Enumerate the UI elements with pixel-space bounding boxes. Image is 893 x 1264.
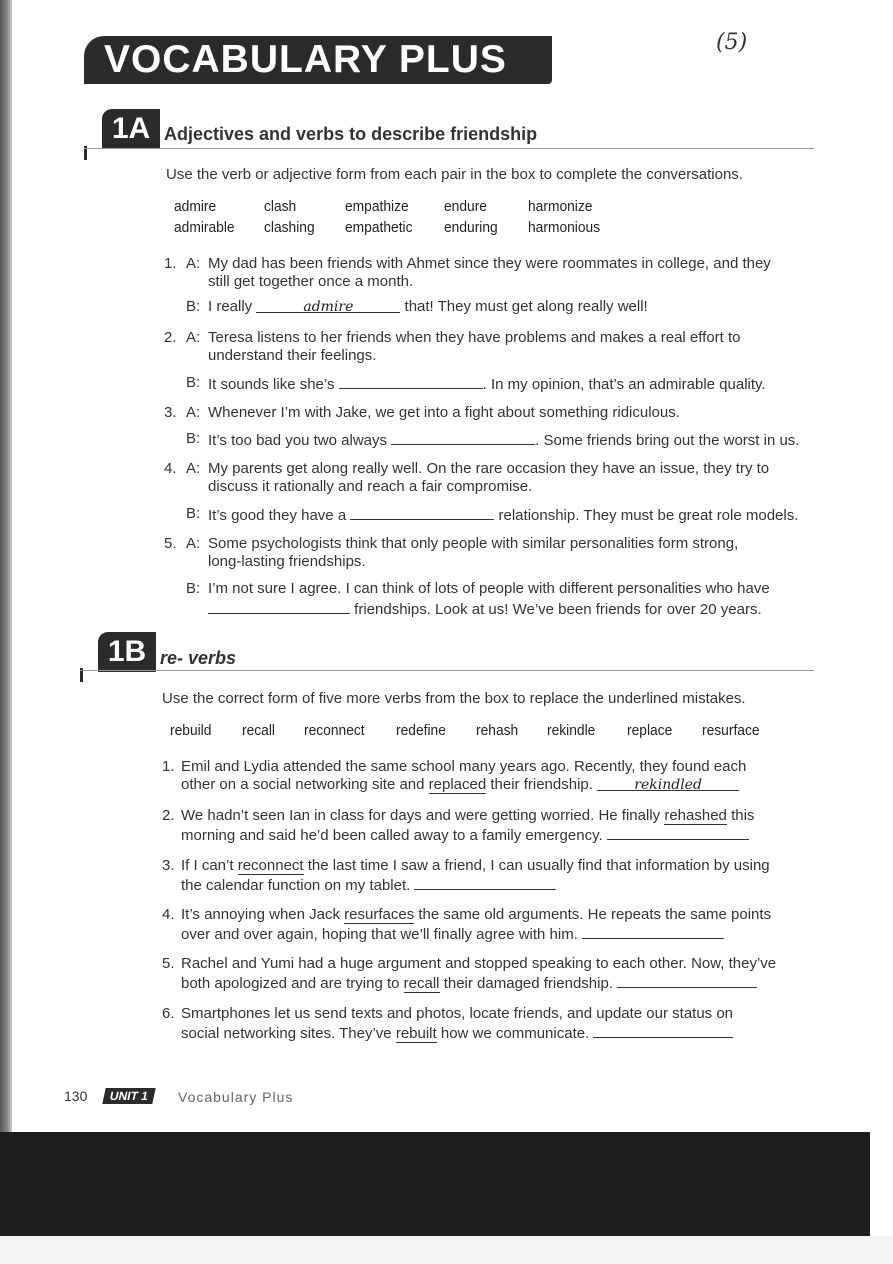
item-a-text: long-lasting friendships. [208, 553, 366, 570]
speaker-a-label: A: [186, 460, 201, 477]
scan-bottom-shadow [0, 1132, 870, 1236]
item-line: other on a social networking site and replaced their friendship. rekindled [181, 776, 739, 794]
item-number: 4. [162, 906, 175, 923]
word-box-item: rehash [476, 722, 519, 739]
item-number: 3. [164, 404, 177, 421]
section-1a-instruction: Use the verb or adjective form from each pair in the box to complete the conversations. [166, 166, 743, 183]
item-number: 2. [164, 329, 177, 346]
word-box-item: rebuild [170, 722, 212, 739]
word-box-item: endure [444, 198, 487, 215]
answer-blank[interactable]: rekindled [597, 776, 739, 791]
word-box-item: redefine [396, 722, 446, 739]
item-a-text: Some psychologists think that only people with similar personalities form strong, [208, 535, 739, 552]
word-box-item: empathetic [345, 219, 413, 236]
section-1b-title: re- verbs [160, 648, 237, 668]
page-number: 130 [64, 1088, 88, 1104]
item-number: 5. [162, 955, 175, 972]
item-text: Smartphones let us send texts and photos, locate friends, and update our status on [181, 1005, 734, 1022]
scan-bottom-margin [0, 1236, 893, 1264]
underlined-mistake: recall [403, 975, 440, 992]
word-box-item: enduring [444, 219, 498, 236]
scan-left-edge [0, 0, 12, 1264]
underlined-mistake: rehashed [664, 807, 727, 824]
item-a-text: discuss it rationally and reach a fair compromise. [208, 478, 533, 495]
underlined-mistake: resurfaces [344, 906, 415, 923]
answer-blank[interactable] [339, 374, 483, 389]
item-b-line: It’s too bad you two always . Some friends bring out the worst in us. [208, 432, 800, 449]
speaker-b-label: B: [186, 430, 201, 447]
item-line: social networking sites. They’ve rebuilt how we communicate. [181, 1023, 733, 1043]
speaker-b-label: B: [186, 505, 201, 522]
word-box-item: replace [627, 722, 673, 739]
word-box-item: admire [174, 198, 217, 215]
footer-section-label: Vocabulary Plus [178, 1089, 294, 1105]
section-1a-rule [84, 148, 814, 149]
item-line: We hadn’t seen Ian in class for days and were getting worried. He finally rehashed this [181, 807, 755, 824]
item-line: over and over again, hoping that we’ll finally agree with him. [181, 924, 724, 944]
answer-blank[interactable] [350, 505, 494, 520]
handwritten-score: (5) [716, 30, 748, 55]
unit-badge: UNIT 1 [102, 1088, 155, 1104]
word-box-item: recall [242, 722, 275, 739]
item-line: It’s annoying when Jack resurfaces the same old arguments. He repeats the same points [181, 906, 772, 923]
speaker-a-label: A: [186, 404, 201, 421]
item-number: 3. [162, 857, 175, 874]
item-number: 2. [162, 807, 175, 824]
speaker-a-label: A: [186, 255, 201, 272]
answer-blank[interactable] [617, 973, 757, 988]
word-box-item: harmonize [528, 198, 593, 215]
section-1a-badge: 1A [102, 109, 160, 149]
item-number: 4. [164, 460, 177, 477]
item-a-text: still get together once a month. [208, 273, 414, 290]
section-1b-instruction: Use the correct form of five more verbs from the box to replace the underlined mistakes. [162, 690, 746, 707]
item-a-text: My dad has been friends with Ahmet since they were roommates in college, and they [208, 255, 771, 272]
answer-blank[interactable] [208, 599, 350, 614]
word-box-item: reconnect [304, 722, 365, 739]
answer-blank[interactable] [582, 924, 724, 939]
item-number: 6. [162, 1005, 175, 1022]
section-1b-rule [80, 670, 814, 671]
answer-blank[interactable] [593, 1023, 733, 1038]
item-line: morning and said he’d been called away to a family emergency. [181, 825, 749, 845]
item-number: 1. [164, 255, 177, 272]
word-box-item: rekindle [547, 722, 596, 739]
item-number: 1. [162, 758, 175, 775]
word-box-item: clash [264, 198, 297, 215]
item-a-text: Teresa listens to her friends when they have problems and makes a real effort to [208, 329, 741, 346]
page-title: VOCABULARY PLUS [104, 38, 507, 81]
item-a-text: Whenever I’m with Jake, we get into a fight about something ridiculous. [208, 404, 680, 421]
item-b-line: I really admire that! They must get along really well! [208, 298, 648, 315]
speaker-a-label: A: [186, 535, 201, 552]
word-box-item: harmonious [528, 219, 601, 236]
answer-blank[interactable] [607, 825, 749, 840]
speaker-b-label: B: [186, 298, 201, 315]
item-a-text: understand their feelings. [208, 347, 377, 364]
section-1a-title: Adjectives and verbs to describe friendship [164, 124, 538, 144]
word-box-item: resurface [702, 722, 760, 739]
speaker-a-label: A: [186, 329, 201, 346]
underlined-mistake: replaced [428, 776, 487, 793]
item-number: 5. [164, 535, 177, 552]
word-box-item: admirable [174, 219, 235, 236]
speaker-b-label: B: [186, 374, 201, 391]
item-text: Emil and Lydia attended the same school many years ago. Recently, they found each [181, 758, 747, 775]
answer-blank[interactable]: admire [256, 298, 400, 313]
word-box-item: clashing [264, 219, 315, 236]
answer-blank[interactable] [414, 875, 556, 890]
item-text: Rachel and Yumi had a huge argument and stopped speaking to each other. Now, they’ve [181, 955, 777, 972]
item-b-line: It sounds like she’s . In my opinion, that’s an admirable quality. [208, 376, 766, 393]
item-a-text: My parents get along really well. On the rare occasion they have an issue, they try to [208, 460, 770, 477]
item-line: If I can’t reconnect the last time I saw a friend, I can usually find that information by using [181, 857, 770, 874]
item-b-line: It’s good they have a relationship. They must be great role models. [208, 507, 799, 524]
speaker-b-label: B: [186, 580, 201, 597]
underlined-mistake: rebuilt [395, 1025, 437, 1042]
item-b-text: I’m not sure I agree. I can think of lots of people with different personalities who have [208, 580, 770, 597]
answer-blank[interactable] [391, 430, 535, 445]
item-b-line: friendships. Look at us! We’ve been friends for over 20 years. [208, 599, 762, 619]
item-line: the calendar function on my tablet. [181, 875, 556, 895]
word-box-item: empathize [345, 198, 409, 215]
item-line: both apologized and are trying to recall their damaged friendship. [181, 973, 757, 993]
underlined-mistake: reconnect [237, 857, 304, 874]
section-1b-badge: 1B [98, 632, 156, 672]
